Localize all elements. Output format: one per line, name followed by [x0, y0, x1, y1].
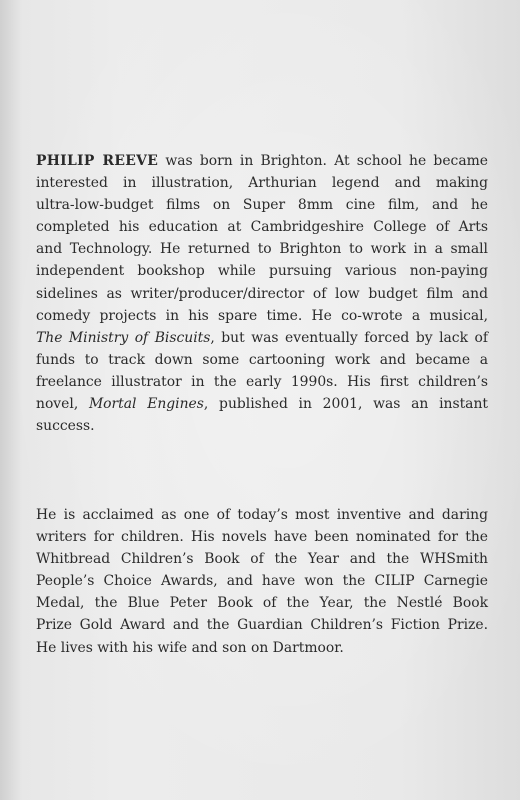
- author-bio-paragraph-1: [36, 150, 488, 437]
- bio-text: , published in 2001, was an instant: [203, 396, 488, 413]
- bio-line: Prize Gold Award and the Guardian Children’s Fiction Prize.: [36, 617, 488, 634]
- bio-line: interested in illustration, Arthurian legend and making: [36, 175, 488, 192]
- book-title-mortal-engines: Mortal Engines: [88, 396, 204, 413]
- bio-line: [36, 327, 488, 349]
- bio-text: was born in Brighton. At school he became: [158, 153, 488, 169]
- bio-line: [36, 150, 488, 172]
- bio-line: funds to track down some cartooning work and became a: [36, 351, 488, 368]
- bio-line: He is acclaimed as one of today’s most inventive and daring: [36, 507, 488, 523]
- bio-line: and Technology. He returned to Brighton to work in a small: [36, 241, 488, 258]
- bio-line: [36, 393, 488, 415]
- bio-line: Medal, the Blue Peter Book of the Year, the Nestlé Book: [36, 595, 488, 612]
- bio-text: novel,: [36, 396, 89, 413]
- bio-line: ultra-low-budget films on Super 8mm cine film, and he: [36, 197, 488, 214]
- bio-line: writers for children. His novels have been nominated for the: [36, 529, 488, 546]
- bio-line: Whitbread Children’s Book of the Year and the WHSmith: [36, 551, 488, 568]
- bio-text: , but was eventually forced by lack of: [210, 329, 488, 346]
- bio-line: completed his education at Cambridgeshire College of Arts: [36, 219, 488, 236]
- bio-line: comedy projects in his spare time. He co-wrote a musical,: [36, 307, 488, 324]
- bio-line: People’s Choice Awards, and have won the CILIP Carnegie: [36, 573, 488, 590]
- bio-line: He lives with his wife and son on Dartmoor.: [36, 639, 344, 656]
- bio-line: freelance illustrator in the early 1990s. His first children’s: [36, 373, 488, 390]
- bio-line: independent bookshop while pursuing various non-paying: [36, 263, 488, 280]
- book-title-ministry-of-biscuits: The Ministry of Biscuits: [36, 329, 211, 346]
- author-name: PHILIP REEVE: [36, 153, 159, 169]
- bio-line: success.: [36, 418, 95, 435]
- author-bio-paragraph-2: [36, 504, 488, 659]
- bio-line: sidelines as writer/producer/director of low budget film and: [36, 285, 488, 302]
